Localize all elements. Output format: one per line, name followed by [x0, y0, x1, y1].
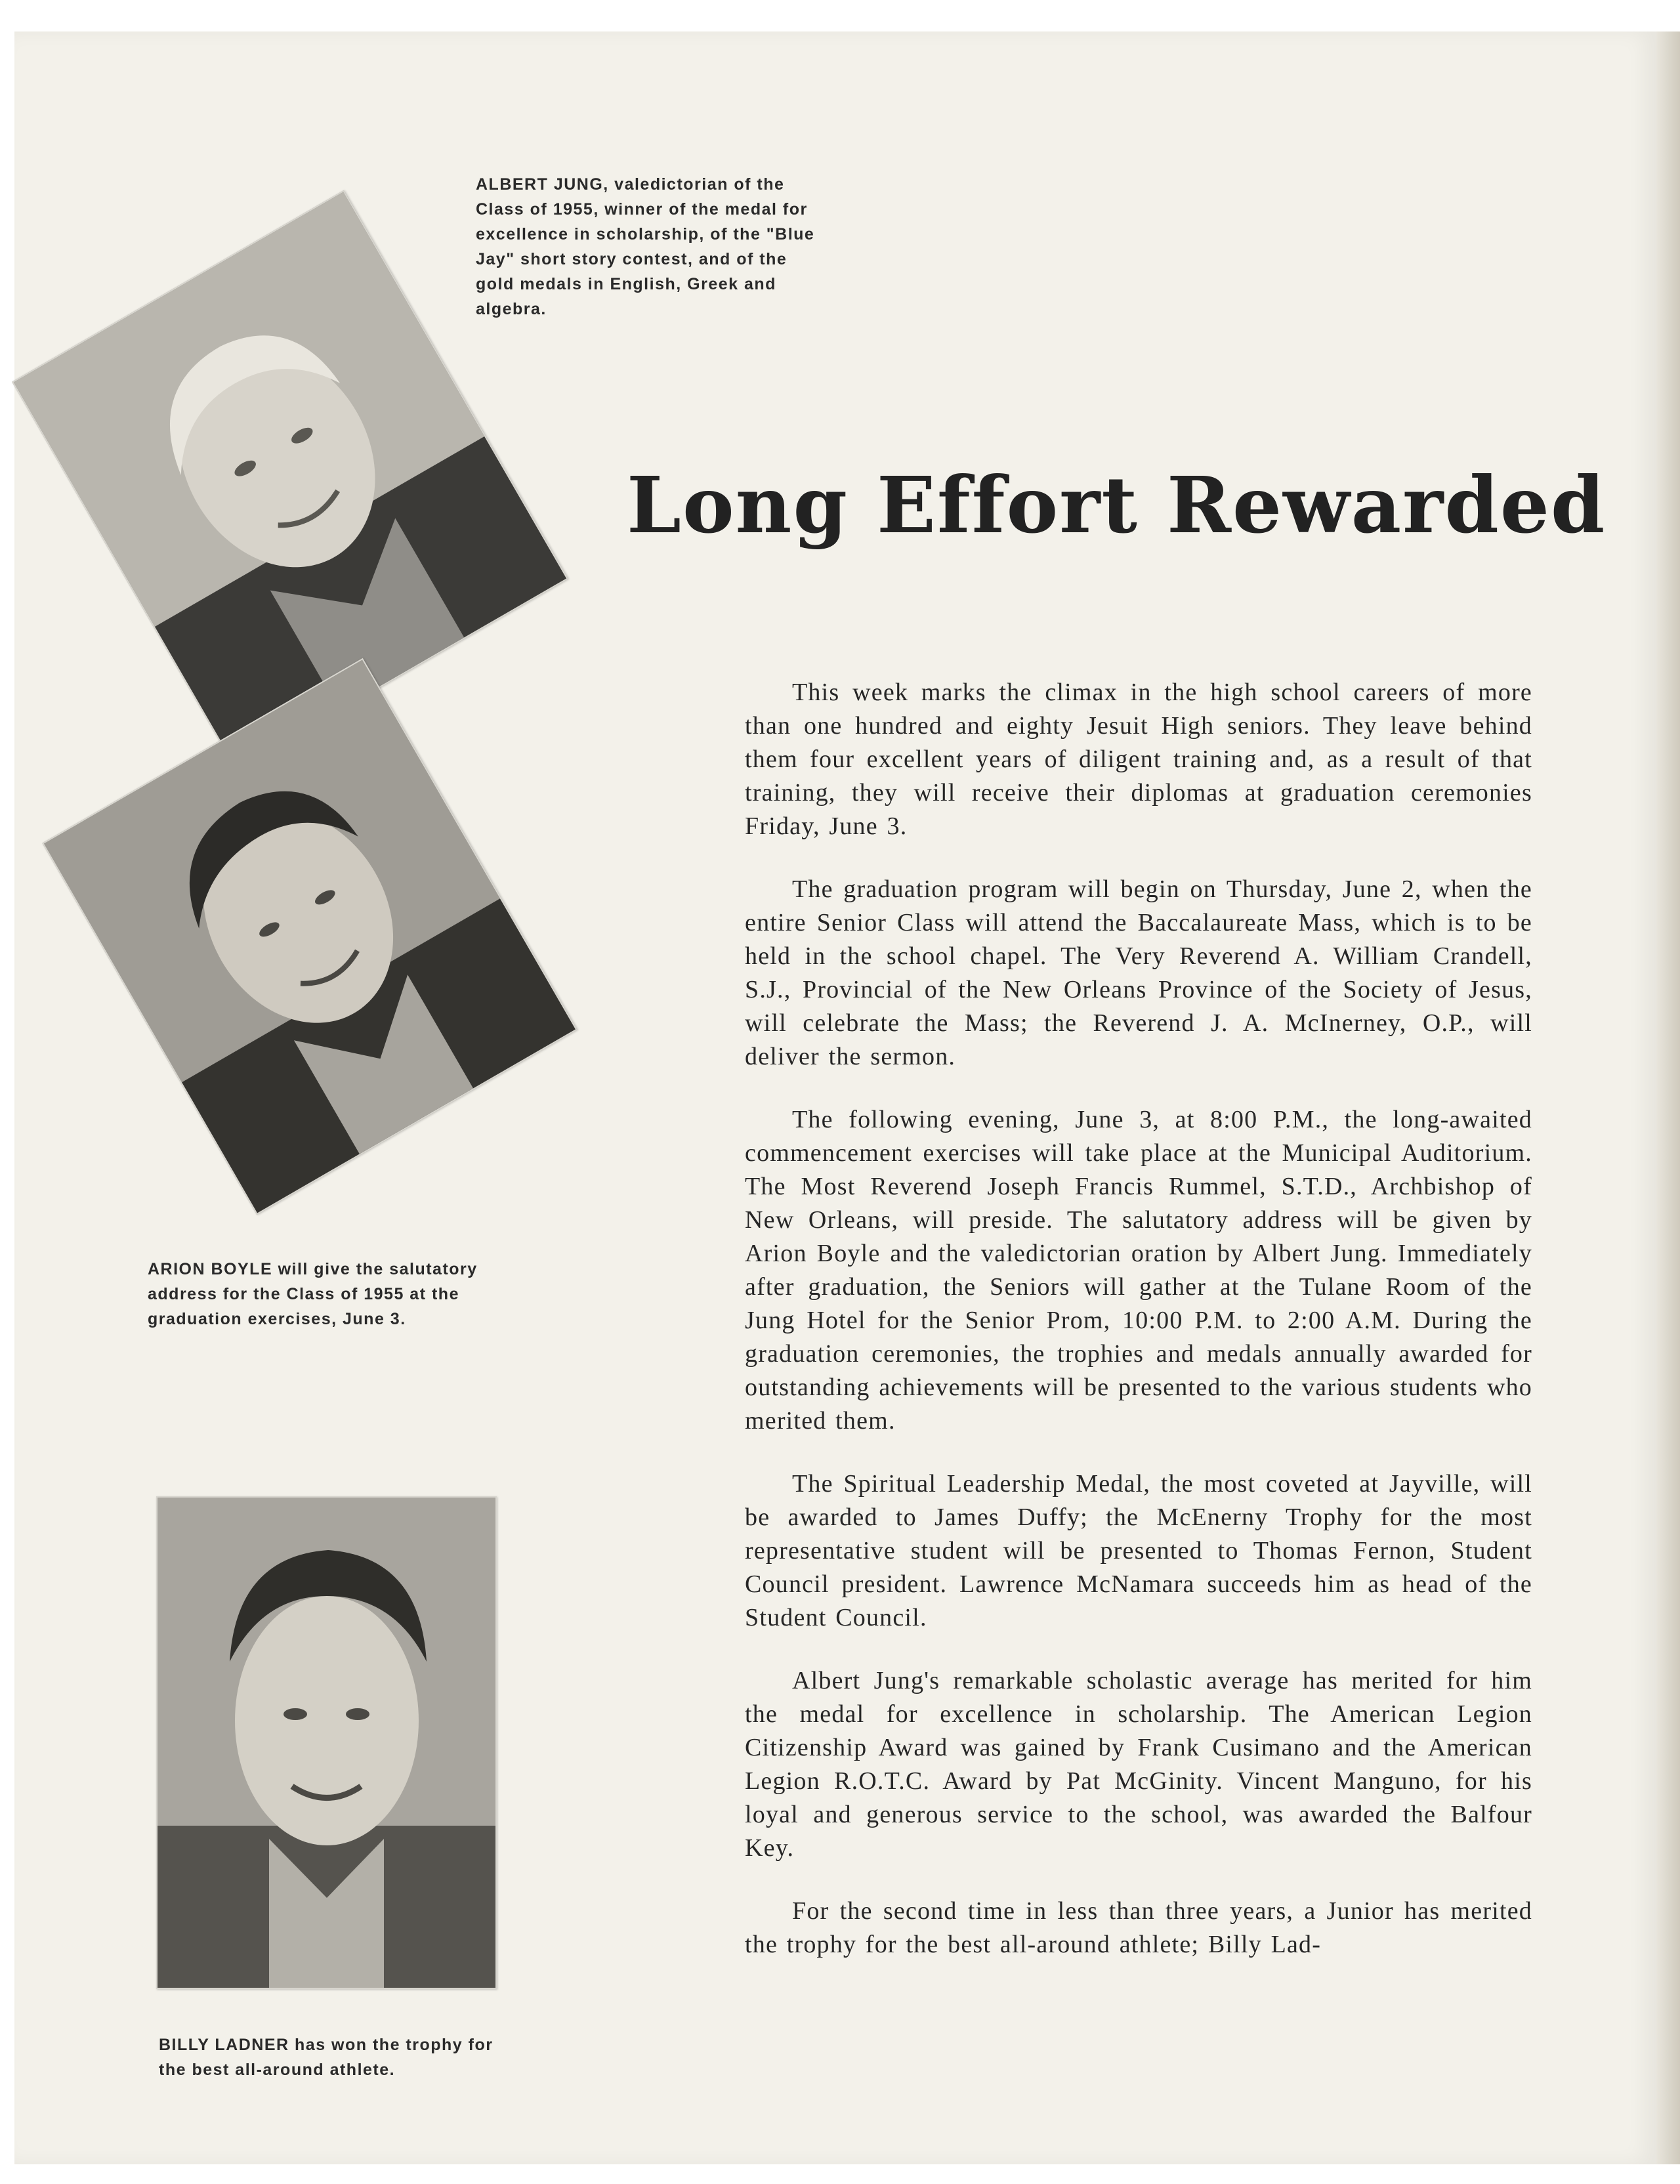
article-body — [745, 676, 1532, 1991]
billy-ladner-portrait — [156, 1496, 497, 1989]
article-paragraph: For the second time in less than three years, a Junior has merited the trophy for the best all-around athlete; Billy Lad- — [745, 1897, 1532, 1958]
billy-ladner-caption: BILLY LADNER has won the trophy for the best all-around athlete. — [159, 2036, 494, 2079]
albert-jung-caption: ALBERT JUNG, valedictorian of the Class of 1955, winner of the medal for excellence in scholarship, of the "Blue Jay" short story contest, and of the gold medals in English, Greek and algebra. — [476, 175, 815, 318]
article-paragraph: This week marks the climax in the high school careers of more than one hundred and eighty Jesuit High seniors. They leave behind them four excellent years of diligent training and, as a result of that training, they will receive their diplomas at graduation ceremonies Friday, June 3. — [745, 679, 1532, 840]
arion-boyle-caption: ARION BOYLE will give the salutatory address for the Class of 1955 at the graduation exercises, June 3. — [148, 1260, 478, 1328]
portrait-photo-image — [158, 1498, 495, 1988]
article-headline: Long Effort Rewarded — [627, 459, 1606, 551]
page-binding-edge — [1656, 32, 1680, 2164]
article-paragraph: The Spiritual Leadership Medal, the most coveted at Jayville, will be awarded to James Duffy; the McEnerny Trophy for the most representative student will be presented to Thomas Fernon, Student Council president. Lawrence McNamara succeeds him as head of the Student Council. — [745, 1470, 1532, 1631]
article-paragraph: The graduation program will begin on Thursday, June 2, when the entire Senior Class will attend the Baccalaureate Mass, which is to be held in the school chapel. The Very Reverend A. William Crandell, S.J., Provincial of the New Orleans Province of the Society of Jesus, will celebrate the Mass; the Reverend J. A. McInerney, O.P., will deliver the sermon. — [745, 875, 1532, 1070]
article-paragraph: The following evening, June 3, at 8:00 P.M., the long-awaited commencement exercises will take place at the Municipal Auditorium. The Most Reverend Joseph Francis Rummel, S.T.D., Archbishop of New Orleans, will preside. The salutatory address will be given by Arion Boyle and the valedictorian oration by Albert Jung. Immediately after graduation, the Seniors will gather at the Tulane Room of the Jung Hotel for the Senior Prom, 10:00 P.M. to 2:00 A.M. During the graduation ceremonies, the trophies and medals annually awarded for outstanding achievements will be presented to the various students who merited them. — [745, 1106, 1532, 1435]
article-paragraph: Albert Jung's remarkable scholastic average has merited for him the medal for excellence in scholarship. The American Legion Citizenship Award was gained by Frank Cusimano and the American Legion R.O.T.C. Award by Pat McGinity. Vincent Manguno, for his loyal and generous service to the school, was awarded the Balfour Key. — [745, 1667, 1532, 1862]
